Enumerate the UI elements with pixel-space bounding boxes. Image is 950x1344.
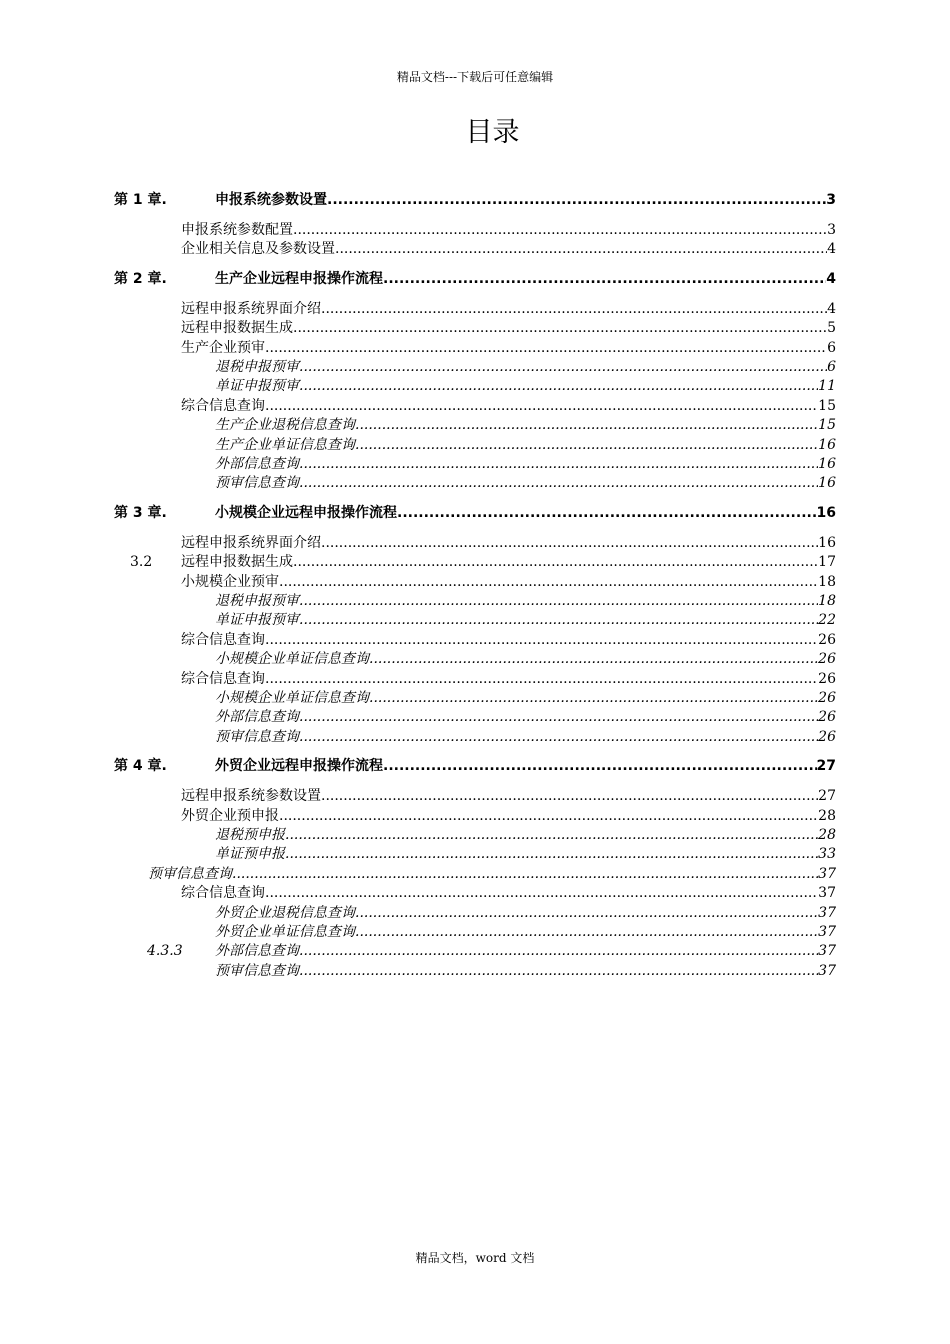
toc-leader-dots xyxy=(265,338,827,358)
toc-entry[interactable] xyxy=(0,864,950,884)
toc-entry[interactable] xyxy=(0,649,950,669)
toc-leader-dots xyxy=(299,941,818,961)
page-header: 精品文档---下载后可任意编辑 xyxy=(396,70,554,84)
toc-entry[interactable] xyxy=(0,922,950,942)
toc-title: 生产企业单证信息查询 xyxy=(215,436,355,453)
toc-chapter-entry[interactable] xyxy=(0,756,950,776)
toc-title: 综合信息查询 xyxy=(181,397,265,414)
toc-title: 预审信息查询 xyxy=(148,865,232,882)
toc-page-number: 26 xyxy=(818,631,836,648)
toc-page-number: 4 xyxy=(827,300,836,317)
toc-page-number: 26 xyxy=(818,670,836,687)
toc-number: 3.2 xyxy=(130,554,153,571)
toc-leader-dots xyxy=(279,572,818,592)
toc-page-number: 27 xyxy=(816,758,836,775)
toc-page-number: 11 xyxy=(818,378,836,395)
toc-title: 退税申报预审 xyxy=(215,593,299,609)
toc-leader-dots xyxy=(369,649,818,669)
toc-entry[interactable] xyxy=(0,610,950,630)
toc-title: 综合信息查询 xyxy=(181,885,265,902)
toc-title: 小规模企业预审 xyxy=(181,573,279,590)
toc-page-number: 28 xyxy=(818,807,836,824)
toc-entry[interactable] xyxy=(0,591,950,611)
toc-page-number: 15 xyxy=(818,417,836,434)
toc-title: 外贸企业预申报 xyxy=(181,807,279,824)
toc-entry[interactable] xyxy=(0,338,950,358)
toc-leader-dots xyxy=(335,239,827,259)
toc-leader-dots xyxy=(327,190,826,210)
toc-page-number: 37 xyxy=(818,943,836,960)
toc-number: 第 2 章. xyxy=(114,270,167,287)
toc-title: 预审信息查询 xyxy=(215,728,299,745)
toc-entry[interactable] xyxy=(0,806,950,826)
toc-leader-dots xyxy=(285,825,818,845)
toc-page-number: 16 xyxy=(816,504,836,521)
toc-leader-dots xyxy=(265,883,818,903)
toc-page-number: 37 xyxy=(818,865,836,882)
toc-entry[interactable] xyxy=(0,396,950,416)
toc-leader-dots xyxy=(265,630,818,650)
toc-title: 综合信息查询 xyxy=(181,670,265,687)
toc-page-number: 18 xyxy=(818,573,836,590)
toc-page-number: 33 xyxy=(818,846,836,863)
toc-page-number: 3 xyxy=(826,192,836,208)
toc-entry[interactable] xyxy=(0,903,950,923)
toc-page-number: 16 xyxy=(818,475,836,492)
toc-leader-dots xyxy=(321,299,827,319)
toc-leader-dots xyxy=(299,707,818,727)
toc-number: 第 3 章. xyxy=(114,504,167,521)
toc-title: 申报系统参数设置 xyxy=(215,192,327,208)
toc-leader-dots xyxy=(299,610,818,630)
toc-page-number: 27 xyxy=(818,788,836,805)
toc-leader-dots xyxy=(355,922,818,942)
toc-leader-dots xyxy=(265,396,818,416)
toc-page-number: 37 xyxy=(818,962,836,979)
toc-leader-dots xyxy=(299,454,818,474)
toc-title: 外部信息查询 xyxy=(215,456,299,472)
toc-page-number: 26 xyxy=(818,690,836,706)
toc-title: 外贸企业单证信息查询 xyxy=(215,924,355,940)
toc-entry[interactable] xyxy=(0,630,950,650)
toc-leader-dots xyxy=(299,961,818,981)
toc-title: 生产企业退税信息查询 xyxy=(215,417,355,434)
toc-entry[interactable] xyxy=(0,473,950,493)
toc-title: 单证申报预审 xyxy=(215,612,299,629)
toc-page-number: 3 xyxy=(827,222,836,238)
toc-title: 远程申报系统参数设置 xyxy=(181,788,321,805)
toc-entry[interactable] xyxy=(0,883,950,903)
toc-entry[interactable] xyxy=(0,727,950,747)
toc-leader-dots xyxy=(299,591,818,611)
toc-title: 企业相关信息及参数设置 xyxy=(181,241,335,258)
toc-title: 小规模企业单证信息查询 xyxy=(215,690,369,706)
toc-entry[interactable] xyxy=(0,435,950,455)
toc-number: 第 4 章. xyxy=(114,758,167,775)
toc-leader-dots xyxy=(299,357,827,377)
toc-title: 生产企业预审 xyxy=(181,339,265,356)
toc-leader-dots xyxy=(355,903,818,923)
toc-entry[interactable] xyxy=(0,299,950,319)
toc-number: 4.3.3 xyxy=(147,943,183,960)
toc-entry[interactable] xyxy=(0,318,950,338)
toc-page-number: 16 xyxy=(818,456,836,472)
toc-page-number: 16 xyxy=(818,534,836,551)
toc-page-number: 37 xyxy=(818,885,836,902)
toc-chapter-entry[interactable] xyxy=(0,269,950,289)
toc-page-number: 28 xyxy=(818,827,836,843)
toc-leader-dots xyxy=(383,756,817,776)
toc-entry[interactable] xyxy=(0,533,950,553)
toc-page-number: 6 xyxy=(827,359,836,375)
toc-page-number: 26 xyxy=(818,728,836,745)
toc-leader-dots xyxy=(299,376,818,396)
toc-page-number: 5 xyxy=(827,320,836,337)
toc-page-number: 37 xyxy=(818,924,836,940)
toc-entry[interactable] xyxy=(0,786,950,806)
toc-entry[interactable] xyxy=(0,688,950,708)
toc-title: 单证预申报 xyxy=(215,846,285,863)
toc-page-number: 15 xyxy=(818,397,836,414)
toc-chapter-entry[interactable] xyxy=(0,503,950,523)
toc-leader-dots xyxy=(299,473,818,493)
toc-title: 远程申报系统界面介绍 xyxy=(181,300,321,317)
toc-title: 远程申报系统界面介绍 xyxy=(181,534,321,551)
toc-entry[interactable] xyxy=(0,220,950,240)
toc-leader-dots xyxy=(397,503,817,523)
toc-leader-dots xyxy=(369,688,818,708)
toc-page-number: 4 xyxy=(826,270,836,287)
toc-leader-dots xyxy=(355,415,818,435)
toc-title: 退税预申报 xyxy=(215,827,285,843)
toc-entry[interactable] xyxy=(0,844,950,864)
toc-leader-dots xyxy=(293,220,827,240)
toc-entry[interactable] xyxy=(0,707,950,727)
toc-page-number: 26 xyxy=(818,709,836,726)
toc-page-number: 16 xyxy=(818,436,836,453)
toc-leader-dots xyxy=(279,806,818,826)
toc-page-number: 22 xyxy=(818,612,836,629)
toc-title: 外贸企业远程申报操作流程 xyxy=(215,758,383,775)
toc-page-number: 6 xyxy=(827,339,836,356)
toc-entry[interactable] xyxy=(0,415,950,435)
toc-page-number: 17 xyxy=(818,554,836,571)
toc-leader-dots xyxy=(293,318,827,338)
toc-leader-dots xyxy=(285,844,818,864)
toc-entry[interactable] xyxy=(0,376,950,396)
toc-title: 外贸企业退税信息查询 xyxy=(215,904,355,921)
toc-entry[interactable] xyxy=(0,572,950,592)
toc-entry[interactable] xyxy=(0,941,950,961)
toc-page-number: 37 xyxy=(818,904,836,921)
page-footer: 精品文档，word 文档 xyxy=(415,1251,535,1265)
toc-title: 预审信息查询 xyxy=(215,475,299,492)
toc-page-number: 4 xyxy=(827,241,836,258)
toc-title: 外部信息查询 xyxy=(215,943,299,960)
toc-chapter-entry[interactable] xyxy=(0,190,950,210)
toc-title: 预审信息查询 xyxy=(215,962,299,979)
toc-page-number: 26 xyxy=(818,651,836,668)
toc-entry[interactable] xyxy=(0,454,950,474)
toc-number: 第 1 章. xyxy=(114,192,167,208)
toc-leader-dots xyxy=(321,786,818,806)
page-title: 目录 xyxy=(465,117,520,148)
toc-entry[interactable] xyxy=(0,552,950,572)
toc-title: 远程申报数据生成 xyxy=(181,320,293,337)
toc-title: 综合信息查询 xyxy=(181,631,265,648)
toc-title: 小规模企业远程申报操作流程 xyxy=(215,504,397,521)
toc-entry[interactable] xyxy=(0,669,950,689)
toc-leader-dots xyxy=(355,435,818,455)
toc-title: 生产企业远程申报操作流程 xyxy=(215,270,383,287)
toc-entry[interactable] xyxy=(0,961,950,981)
toc-page-number: 18 xyxy=(818,593,836,609)
toc-leader-dots xyxy=(383,269,826,289)
toc-title: 单证申报预审 xyxy=(215,378,299,395)
toc-title: 小规模企业单证信息查询 xyxy=(215,651,369,668)
toc-leader-dots xyxy=(232,864,818,884)
toc-leader-dots xyxy=(299,727,818,747)
toc-leader-dots xyxy=(321,533,818,553)
toc-entry[interactable] xyxy=(0,239,950,259)
toc-title: 外部信息查询 xyxy=(215,709,299,726)
toc-entry[interactable] xyxy=(0,825,950,845)
toc-entry[interactable] xyxy=(0,357,950,377)
toc-title: 退税申报预审 xyxy=(215,359,299,375)
toc-title: 申报系统参数配置 xyxy=(181,222,293,238)
toc-leader-dots xyxy=(293,552,818,572)
toc-title: 远程申报数据生成 xyxy=(181,554,293,571)
toc-leader-dots xyxy=(265,669,818,689)
